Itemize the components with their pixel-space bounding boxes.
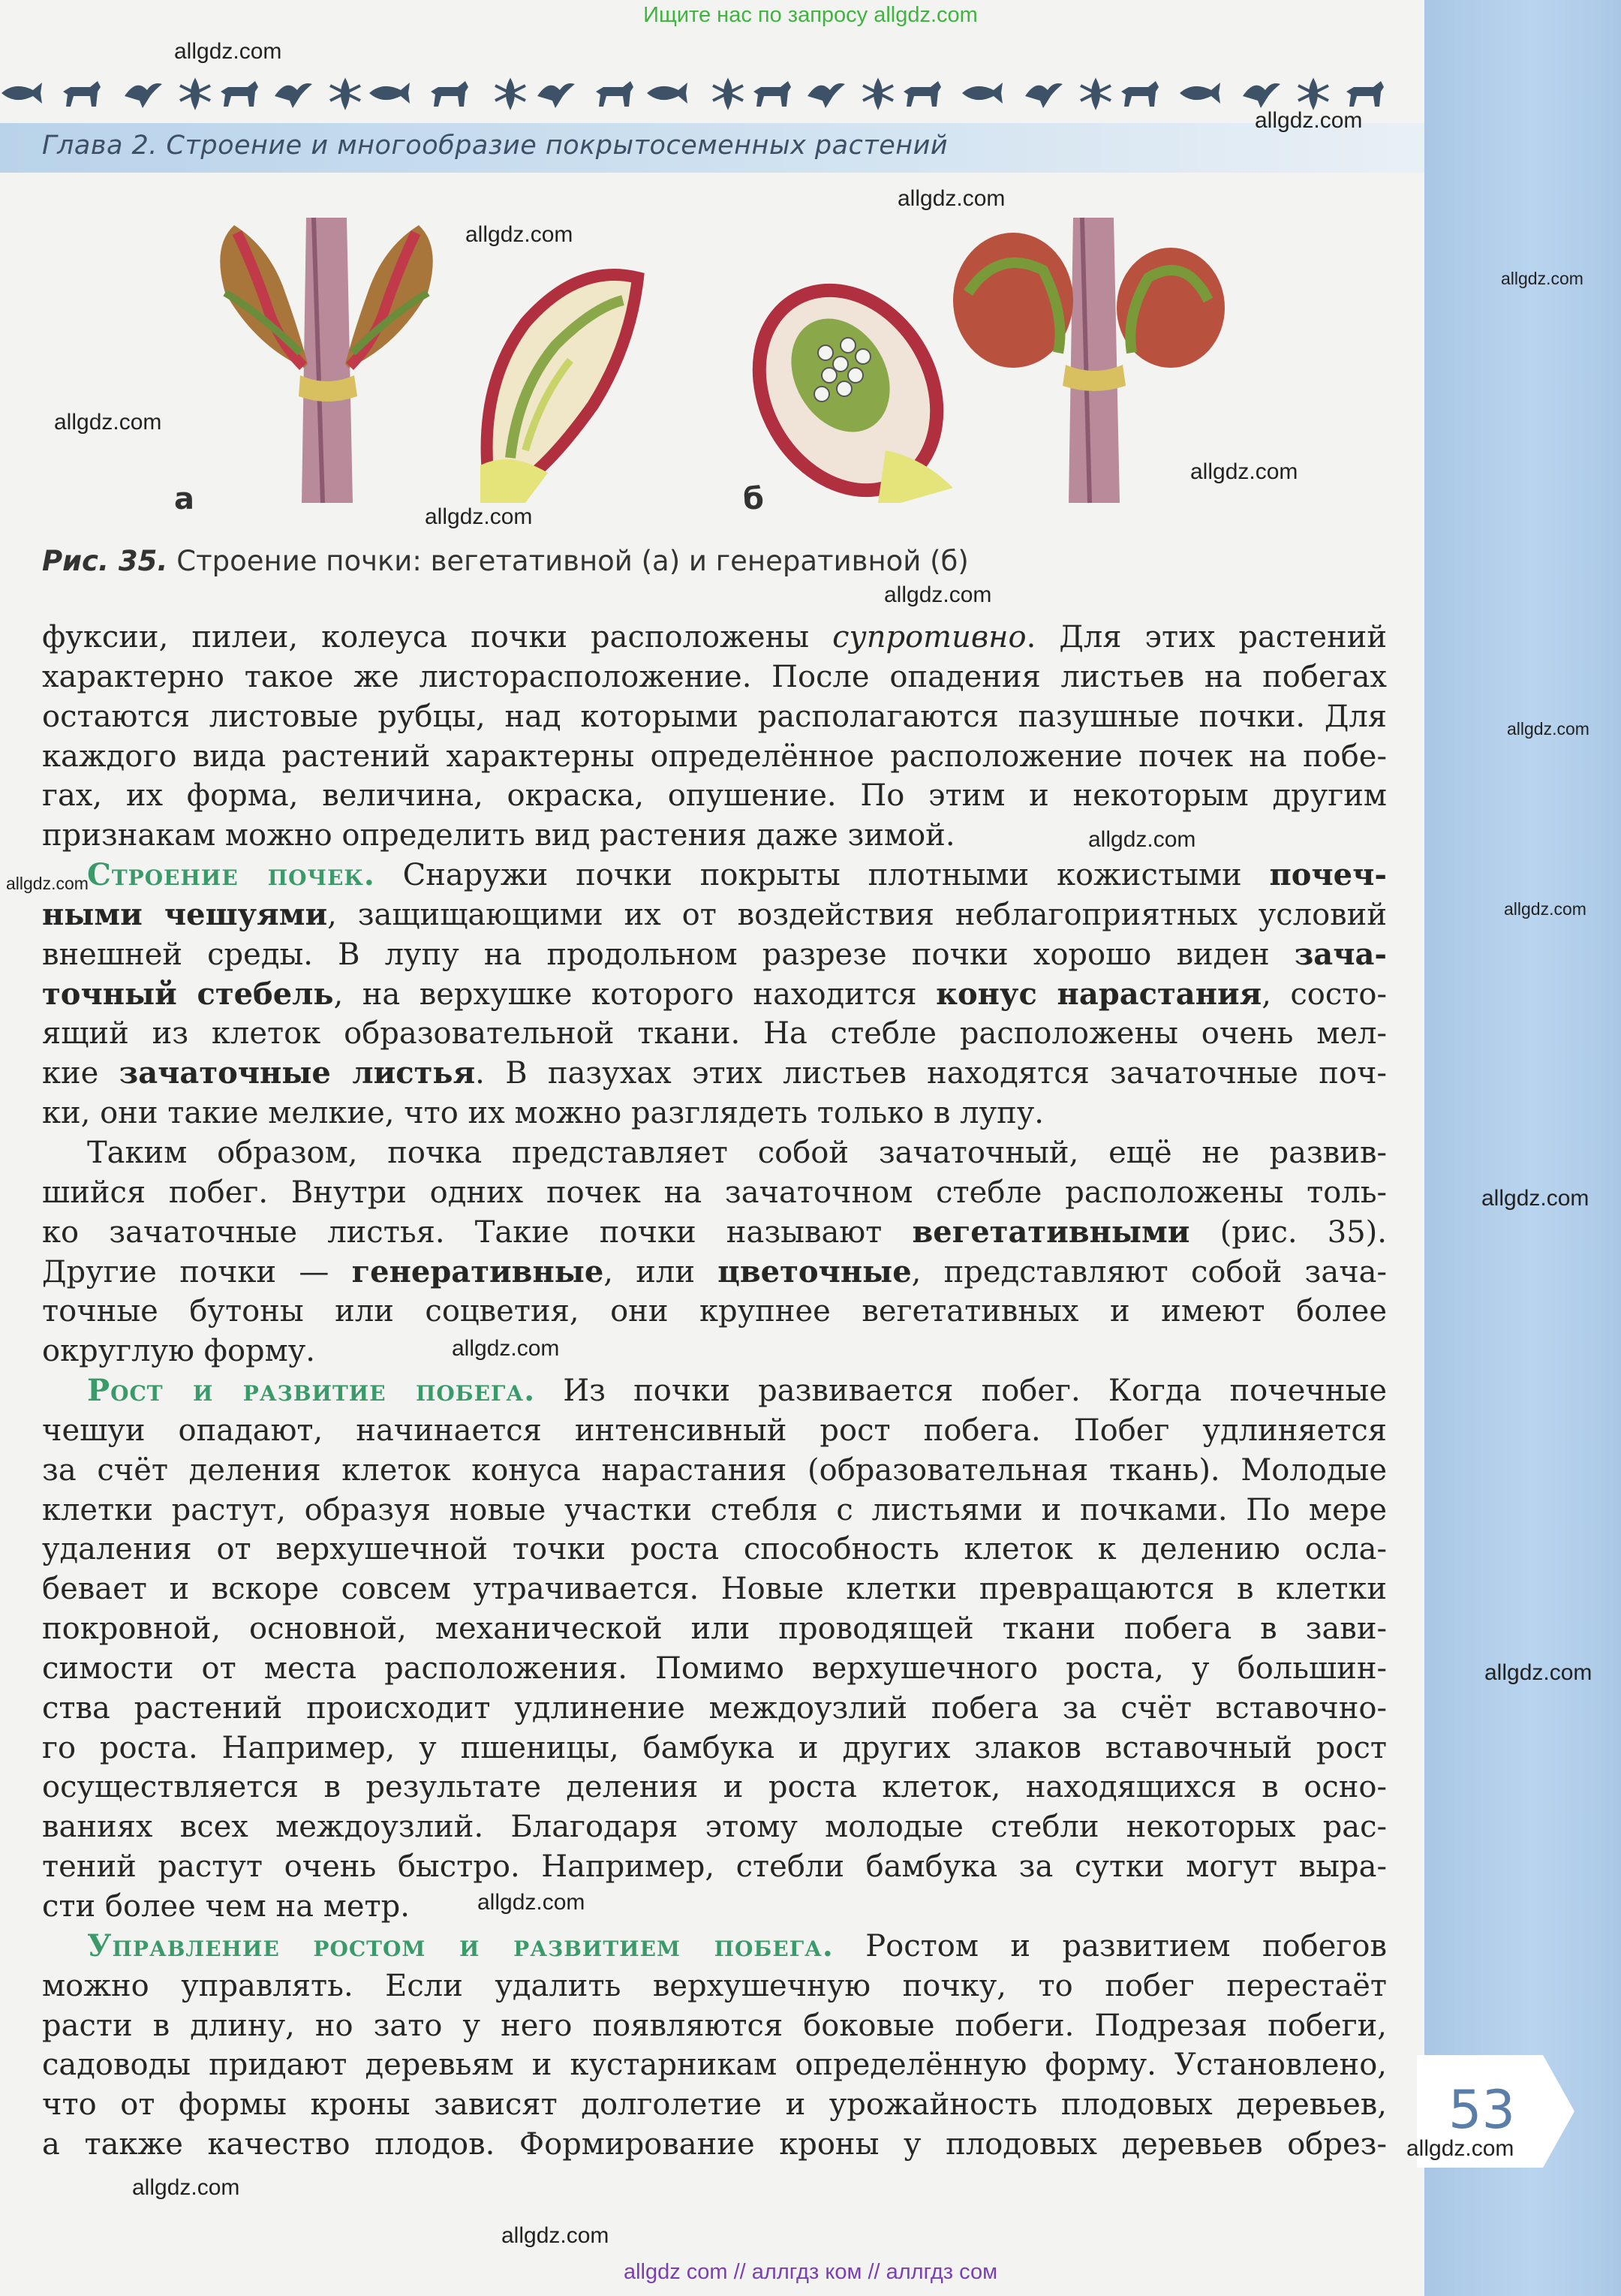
text-line: бевает и вскоре совсем утрачивается. Новые клетки превращаются в клетки [42,1572,1387,1607]
text-line: чешуи опадают, начинается интенсивный рост побега. Побег удлиняется [42,1413,1387,1448]
text-line: клетки растут, образуя новые участки стебля с листьями и почками. По мере [42,1492,1387,1527]
watermark: allgdz.com [1481,1186,1589,1211]
text-line: го роста. Например, у пшеницы, бамбука и других злаков вставочный рост [42,1730,1387,1765]
section-heading-shoot-growth: Рост и развитие побега. [87,1373,536,1409]
watermark: allgdz.com [1501,269,1583,288]
text-line: расти в длину, но зато у него появляются боковые побеги. Подрезая побеги, [42,2008,1387,2043]
text-line: садоводы придают деревьям и кустарникам определённую форму. Установлено, [42,2048,1387,2083]
text-line: внешней среды. В лупу на продольном разрезе почки хорошо виден зача- [42,936,1387,972]
text-line: осуществляется в результате деления и роста клеток, находящихся в осно- [42,1770,1387,1805]
figure-caption [42,545,969,577]
text-line: покровной, основной, механической или проводящей ткани побега в зави- [42,1611,1387,1647]
text-line: ными чешуями, защищающими их от воздействия неблагоприятных условий [42,896,1388,932]
watermark: allgdz.com [477,1890,585,1915]
text-line: шийся побег. Внутри одних почек на зачаточном стебле расположены толь- [42,1175,1387,1210]
text-line: Управление ростом и развитием побега. Ростом и развитием побегов [87,1927,1387,1963]
text-line: Рост и развитие побега. Из почки развивается побег. Когда почечные [87,1373,1387,1409]
watermark: allgdz.com [132,2175,240,2200]
watermark: allgdz.com [425,504,533,529]
figure-label-b: б [743,482,764,516]
text-line: точные бутоны или соцветия, они крупнее вегетативных и имеют более [42,1294,1387,1329]
text-line: кие зачаточные листья. В пазухах этих листьев находятся зачаточные поч- [42,1055,1387,1091]
top-promo-text[interactable]: Ищите нас по запросу allgdz.com [643,3,978,27]
watermark: allgdz.com [54,410,162,435]
page-number: 53 [1448,2079,1516,2141]
text-line: удаления от верхушечной точки роста способность клеток к делению осла- [42,1532,1387,1567]
text-line: характерно такое же листорасположение. После опадения листьев на побегах [42,659,1387,694]
animal-frieze [0,71,1424,116]
text-line: гах, их форма, величина, окраска, опушение. По этим и некоторым другим [42,778,1387,814]
text-line: ства растений происходит удлинение междоузлий побега за счёт вставочно- [42,1690,1387,1726]
section-heading-growth-control: Управление ростом и развитием побега. [87,1927,834,1963]
watermark: allgdz.com [898,186,1006,211]
text-line: сти более чем на метр. [42,1889,410,1924]
text-line: ящий из клеток образовательной ткани. На стебле расположены очень мел- [42,1016,1387,1052]
text-line: ваниях всех междоузлий. Благодаря этому молодые стебли некоторых рас- [42,1810,1387,1845]
watermark: allgdz.com [1484,1660,1592,1685]
section-heading-bud-structure: Строение почек. [87,857,375,893]
text-line: округлую форму. [42,1334,316,1369]
watermark: allgdz.com [1507,719,1589,739]
generative-bud-stem-drawing [953,218,1225,503]
text-line: тений растут очень быстро. Например, стебли бамбука за сутки могут выра- [42,1849,1387,1885]
text-line: симости от места расположения. Помимо верхушечного роста, у большин- [42,1651,1387,1686]
watermark: allgdz.com [1504,899,1586,919]
text-line: Таким образом, почка представляет собой зачаточный, ещё не развив- [87,1135,1387,1170]
watermark: allgdz.com [1088,827,1196,852]
text-line: за счёт деления клеток конуса нарастания (образовательная ткань). Молодые [42,1452,1387,1488]
watermark: allgdz.com [1406,2136,1514,2161]
vegetative-bud-section-drawing [480,275,638,503]
italic-term: супротивно [832,620,1027,654]
text-line: фуксии, пилеи, колеуса почки расположены супротивно. Для этих растений [42,620,1387,654]
watermark: allgdz.com [452,1336,560,1361]
text-line: остаются листовые рубцы, над которыми располагаются пазушные почки. Для [42,699,1387,734]
watermark: allgdz.com [884,582,992,607]
text-line: ки, они такие мелкие, что их можно разглядеть только в лупу. [42,1096,1045,1131]
watermark: allgdz.com [501,2223,609,2248]
bottom-promo-text[interactable]: allgdz com // аллгдз ком // аллгдз сом [623,2260,998,2284]
text-line: Другие почки — генеративные, или цветочные, представляют собой зача- [42,1253,1388,1289]
page-side-strip [1424,0,1621,2296]
text-line: Строение почек. Снаружи почки покрыты плотными кожистыми почеч- [87,857,1387,893]
watermark: allgdz.com [174,39,282,64]
text-line: ко зачаточные листья. Такие почки называют вегетативными (рис. 35). [42,1214,1387,1250]
vegetative-bud-stem-drawing [220,218,433,503]
figure-label-a: а [174,482,194,516]
caption-number: Рис. 35. [42,545,168,577]
text-line: что от формы кроны зависят долголетие и урожайность плодовых деревьев, [42,2087,1387,2123]
watermark: allgdz.com [1255,108,1363,133]
text-line: а также качество плодов. Формирование кроны у плодовых деревьев обрез- [42,2127,1387,2162]
text-line: точный стебель, на верхушке которого находится конус нарастания, состо- [42,976,1387,1012]
chapter-title: Глава 2. Строение и многообразие покрытосеменных растений [42,131,949,161]
watermark: allgdz.com [6,874,89,893]
text-line: признакам можно определить вид растения даже зимой. [42,818,955,853]
watermark: allgdz.com [465,222,573,247]
text-line: можно управлять. Если удалить верхушечную почку, то побег перестаёт [42,1968,1387,2003]
watermark: allgdz.com [1190,459,1298,484]
caption-text: Строение почки: вегетативной (а) и генеративной (б) [167,545,969,577]
text-line: каждого вида растений характерны определённое расположение почек на побе- [42,739,1387,774]
